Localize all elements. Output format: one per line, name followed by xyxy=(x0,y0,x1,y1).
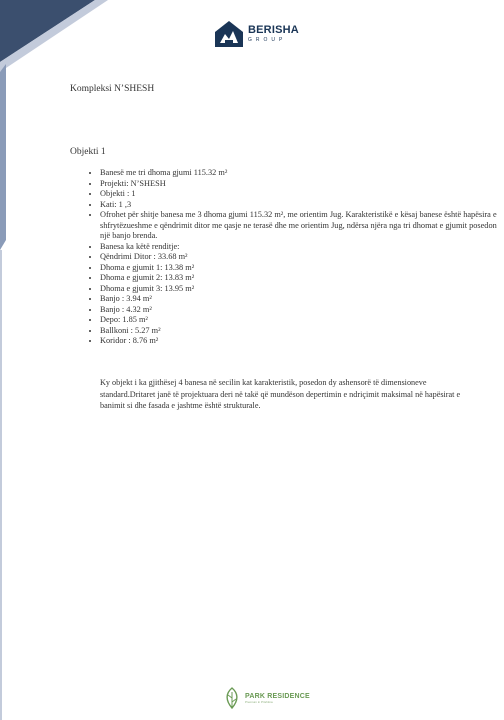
list-item: • Banesa ka këtë renditje: xyxy=(100,242,504,253)
berisha-group-logo xyxy=(214,20,299,48)
specs-list xyxy=(70,168,504,347)
list-item: • Ballkoni : 5.27 m² xyxy=(100,326,504,337)
list-item: • Dhoma e gjumit 3: 13.95 m² xyxy=(100,284,504,295)
list-item: • Depo: 1.85 m² xyxy=(100,315,504,326)
logo-text xyxy=(248,25,299,43)
logo-name: BERISHA xyxy=(248,24,299,36)
park-residence-logo xyxy=(222,687,310,709)
leaf-logo-icon xyxy=(222,687,242,709)
complex-title: Kompleksi N’SHESH xyxy=(70,84,155,94)
list-item: • Kati: 1 ,3 xyxy=(100,200,504,211)
list-item: • Banesë me tri dhoma gjumi 115.32 m² xyxy=(100,168,504,179)
description-paragraph: Ky objekt i ka gjithësej 4 banesa në secilin kat karakteristik, posedon dy ashensorë të dimensioneve standard.Dritaret janë të projektuara deri në takë që mundëson depertimin e ndriçimit maksimal në hapësirat e banimit si dhe fasada e jashtme është strukturale. xyxy=(100,378,461,410)
house-logo-icon xyxy=(214,20,244,48)
list-item: • Banjo : 3.94 m² xyxy=(100,294,504,305)
list-item: • Dhoma e gjumit 1: 13.38 m² xyxy=(100,263,504,274)
footer-brand: PARK RESIDENCE xyxy=(245,692,310,700)
list-item: • Ofrohet për shitje banesa me 3 dhoma gjumi 115.32 m², me orientim Jug. Karakteristikë e kësaj banese është hapësira e shfrytëzueshme e qëndrimit ditor me qasje ne terasë dhe me orientim Jug, ndërsa njëra nga tri dhomat e gjumit posedon një banjo brenda. xyxy=(100,210,504,242)
list-item: • Koridor : 8.76 m² xyxy=(100,336,504,347)
list-item: • Objekti : 1 xyxy=(100,189,504,200)
list-item: • Banjo : 4.32 m² xyxy=(100,305,504,316)
logo-subtitle: GROUP xyxy=(248,37,287,43)
footer-tagline: Premium in Prishtina xyxy=(245,699,273,704)
object-title: Objekti 1 xyxy=(70,147,106,157)
footer-text xyxy=(245,693,310,704)
list-item: • Dhoma e gjumit 2: 13.83 m² xyxy=(100,273,504,284)
list-item: • Projekti: N’SHESH xyxy=(100,179,504,190)
list-item: • Qëndrimi Ditor : 33.68 m² xyxy=(100,252,504,263)
